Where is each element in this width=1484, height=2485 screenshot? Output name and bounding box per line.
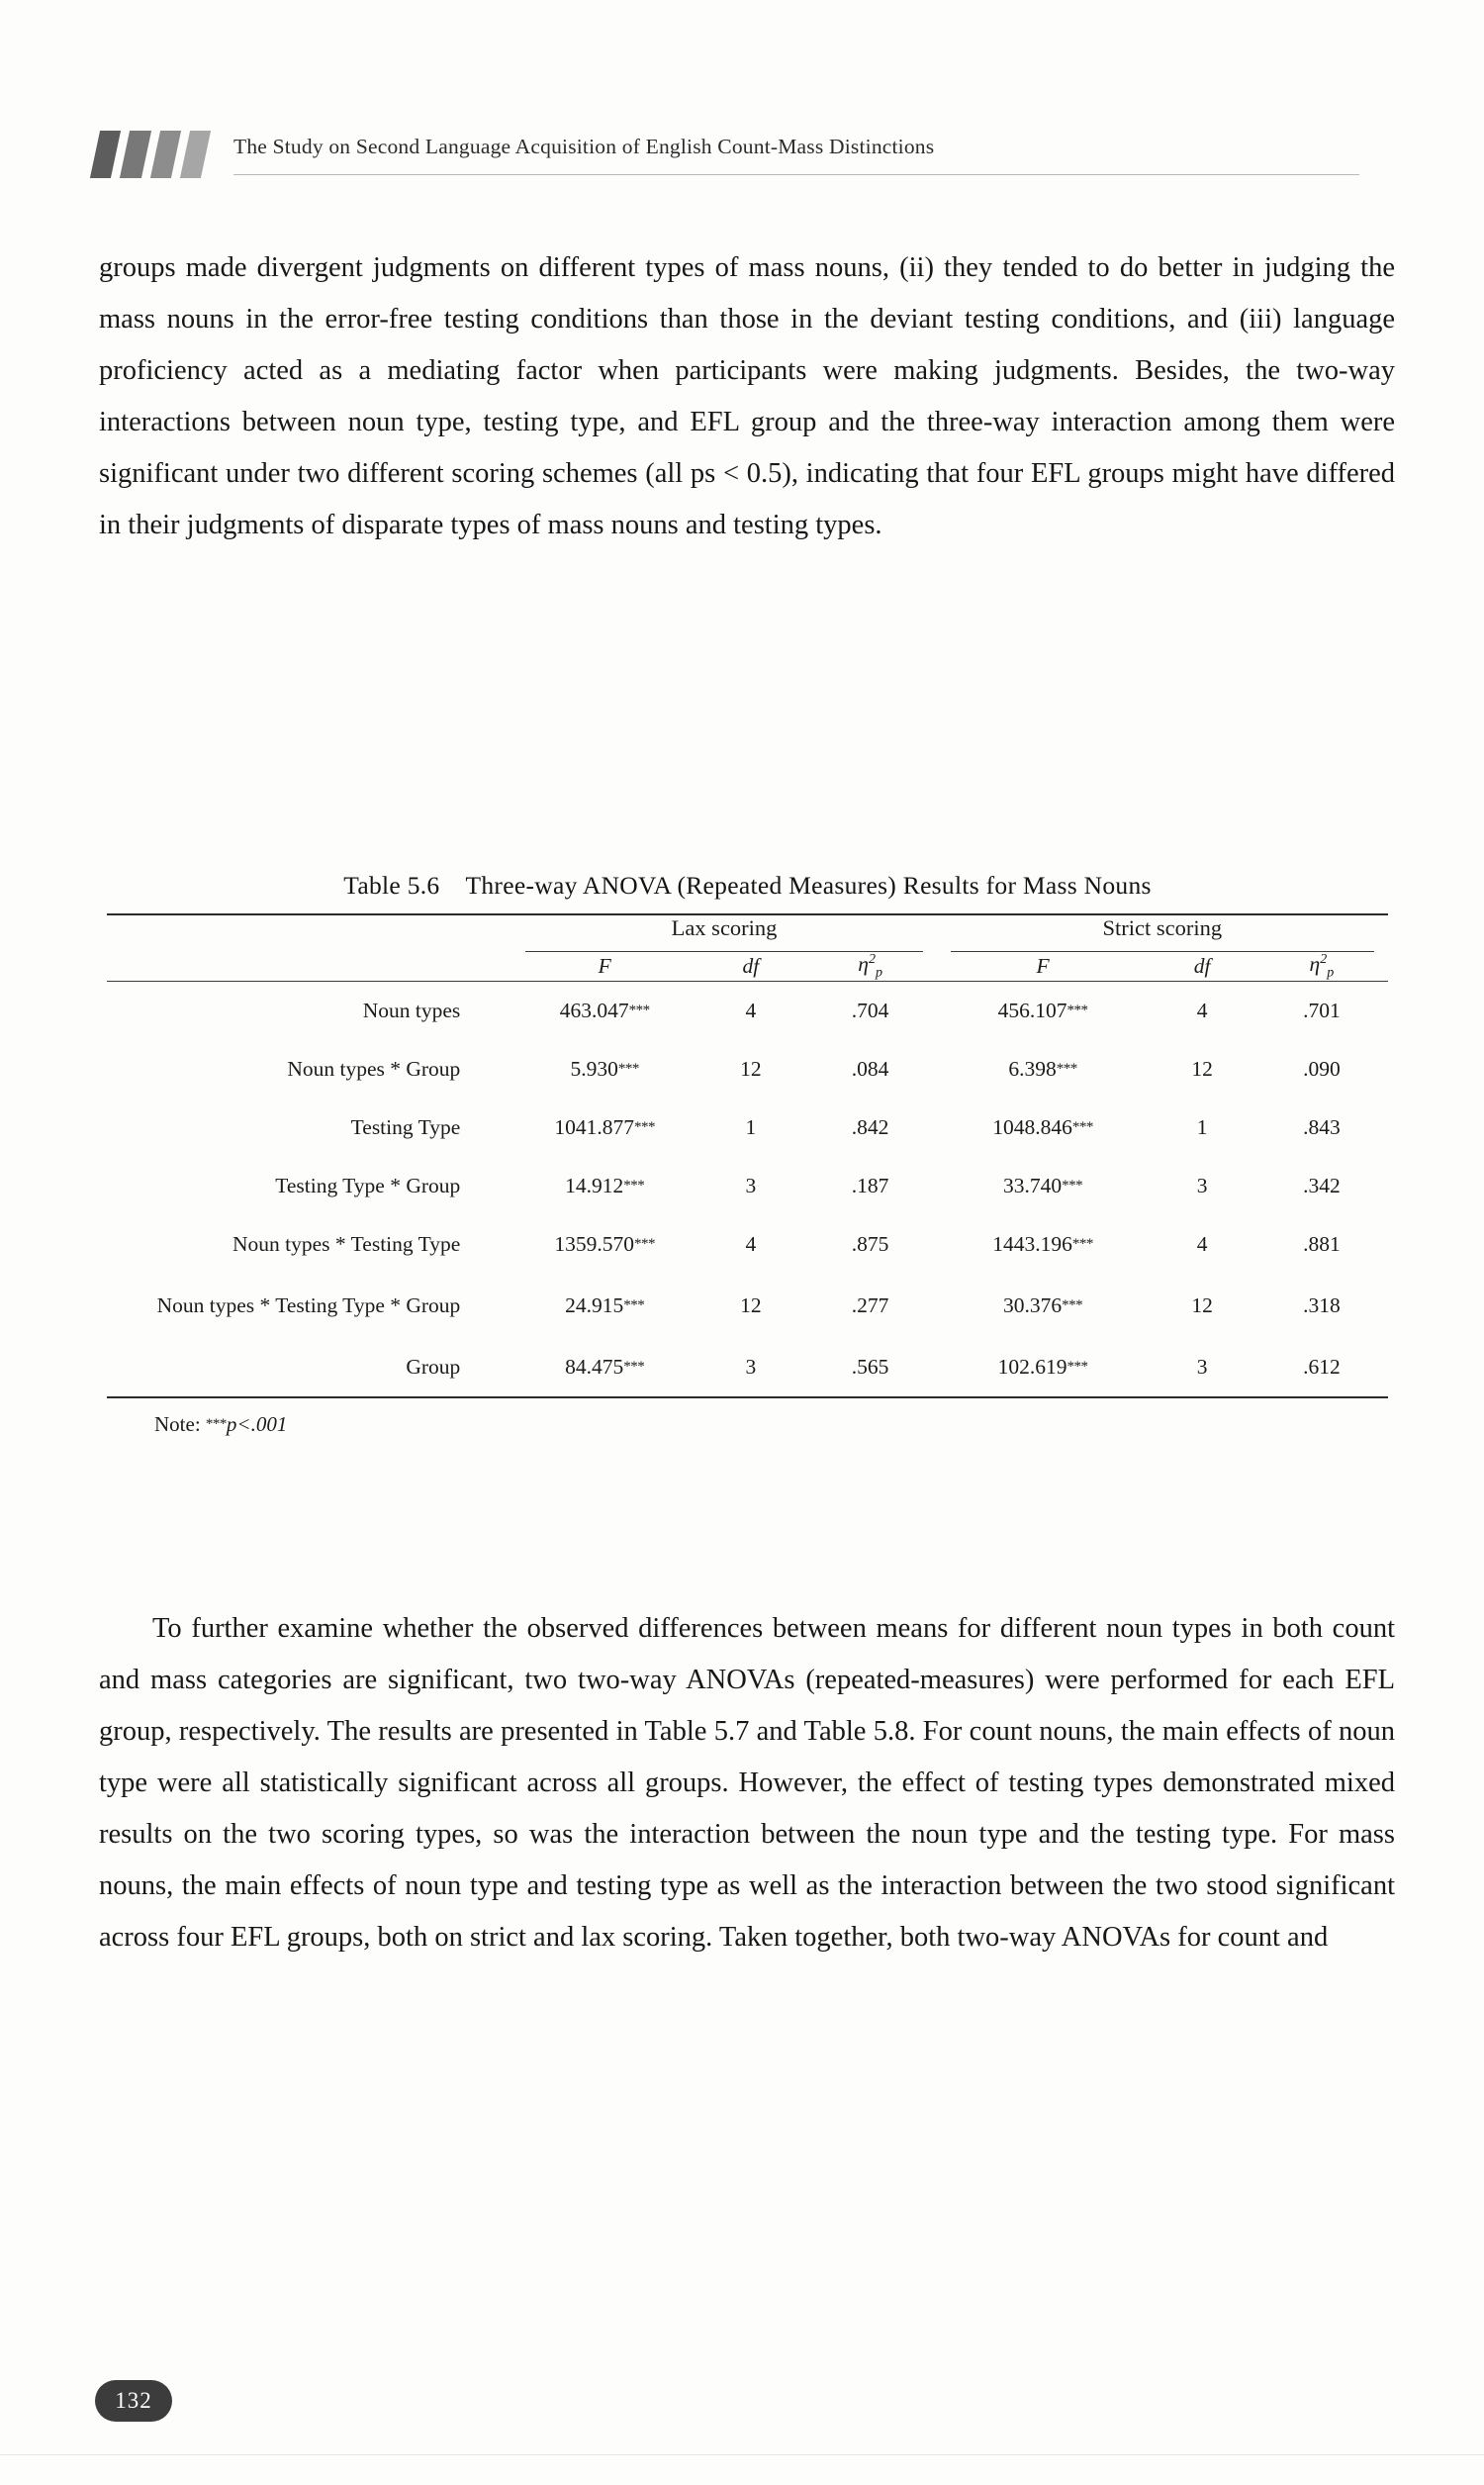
row-strict-eta: .318 [1303,1293,1341,1318]
row-strict-df: 3 [1149,1338,1254,1397]
row-strict-df: 3 [1196,1174,1208,1198]
row-lax-df: 12 [740,1293,762,1318]
table-block [107,871,1388,1437]
table-note [154,1412,1388,1437]
paragraph-bottom: To further examine whether the observed differences between means for different noun types in both count and mass categories are significant, two two-way ANOVAs (repeated-measures) were performed for each EFL group, respectively. The results are presented in Table 5.7 and Table 5.8. For count nouns, the main effects of noun type were all statistically significant across all groups. However, the effect of testing types demonstrated mixed results on the two scoring types, so was the interaction between the noun type and the testing type. For mass nouns, the main effects of noun type and testing type as well as the interaction between the two stood significant across four EFL groups, both on strict and lax scoring. Taken together, both two-way ANOVAs for count and [99,1613,1395,1953]
table-subheader-row [107,952,1388,982]
running-head-title: The Study on Second Language Acquisition of English Count-Mass Distinctions [233,135,935,158]
row-label: Noun types * Group [287,1057,461,1082]
row-strict-df: 12 [1191,1057,1213,1082]
table-row [107,1157,1388,1215]
table-group-header-row [107,914,1388,952]
table-row [107,1040,1388,1099]
row-strict-df: 1 [1196,1115,1208,1140]
row-strict-eta: .090 [1303,1057,1341,1082]
row-lax-f: 1359.570*** [554,1232,656,1257]
table-row [107,1338,1388,1397]
group-header-strict-label: Strict scoring [951,915,1374,952]
subheader-strict-f: F [937,952,1150,982]
row-lax-df: 1 [745,1115,757,1140]
row-lax-eta: .842 [851,1115,889,1140]
row-lax-eta: .277 [851,1293,889,1318]
row-lax-f: 14.912*** [565,1174,645,1198]
group-header-strict [937,914,1388,952]
row-strict-f: 6.398*** [1008,1057,1077,1082]
empty-corner-cell [107,914,511,952]
row-label: Noun types [362,999,461,1023]
table-caption [107,871,1388,901]
subheader-strict-df: df [1149,952,1254,982]
row-strict-f: 456.107*** [997,999,1088,1023]
row-strict-eta: .701 [1303,999,1341,1023]
row-lax-df: 12 [740,1057,762,1082]
subheader-lax-f: F [511,952,697,982]
subheader-strict-eta: $\eta^2_p$ [1255,952,1388,982]
row-lax-eta: .875 [851,1232,889,1257]
table-note-text: p<.001 [226,1412,288,1437]
row-label: Noun types * Testing Type [232,1232,461,1257]
subheader-lax-eta: $\eta^2_p$ [804,952,937,982]
row-strict-eta: .612 [1255,1338,1388,1397]
table-row [107,1274,1388,1338]
table-note-sig: *** [205,1416,227,1433]
row-label: Testing Type [350,1115,461,1140]
row-strict-eta: .342 [1303,1174,1341,1198]
row-strict-f: 1048.846*** [992,1115,1093,1140]
table-row [107,982,1388,1041]
subheader-lax-df: df [697,952,803,982]
page-number-badge: 132 [95,2380,172,2422]
row-strict-eta: .881 [1303,1232,1341,1257]
row-strict-df: 12 [1191,1293,1213,1318]
decorative-bars-icon [90,131,211,178]
page-header [95,127,1389,188]
table-head [107,914,1388,982]
row-strict-f: 1443.196*** [992,1232,1093,1257]
table-row [107,1215,1388,1274]
row-lax-df: 3 [745,1174,757,1198]
row-label: Testing Type * Group [275,1174,461,1198]
row-lax-f: 24.915*** [565,1293,645,1318]
group-header-lax [511,914,936,952]
row-strict-df: 4 [1196,999,1208,1023]
row-strict-df: 4 [1196,1232,1208,1257]
row-lax-f: 84.475*** [511,1338,697,1397]
table-note-prefix: Note: [154,1412,206,1437]
table-body [107,982,1388,1398]
paragraph-top: groups made divergent judgments on different types of mass nouns, (ii) they tended to do better in judging the mass nouns in the error-free testing conditions than those in the deviant testing conditions, and (iii) language proficiency acted as a mediating factor when participants were making judgments. Besides, the two-way interactions between noun type, testing type, and EFL group and the three-way interaction among them were significant under two different scoring schemes (all ps < 0.5), indicating that four EFL groups might have differed in their judgments of disparate types of mass nouns and testing types. [99,252,1395,540]
row-lax-df: 4 [745,999,757,1023]
group-header-lax-label: Lax scoring [525,915,922,952]
header-divider [233,174,1359,175]
row-lax-f: 463.047*** [559,999,650,1023]
row-lax-df: 4 [745,1232,757,1257]
row-strict-f: 33.740*** [1002,1174,1083,1198]
row-lax-eta: .187 [851,1174,889,1198]
row-label: Noun types * Testing Type * Group [156,1293,461,1318]
row-strict-f: 102.619*** [937,1338,1150,1397]
row-strict-eta: .843 [1303,1115,1341,1140]
row-lax-f: 1041.877*** [554,1115,656,1140]
subheader-empty [107,952,511,982]
table-caption-text: Three-way ANOVA (Repeated Measures) Results for Mass Nouns [465,871,1152,900]
row-label: Group [107,1338,511,1397]
table-row [107,1099,1388,1157]
anova-table [107,913,1388,1398]
row-lax-f: 5.930*** [570,1057,639,1082]
row-strict-f: 30.376*** [1002,1293,1083,1318]
row-lax-eta: .704 [851,999,889,1023]
row-lax-eta: .565 [804,1338,937,1397]
table-caption-number: Table 5.6 [343,871,440,900]
row-lax-df: 3 [697,1338,803,1397]
row-lax-eta: .084 [851,1057,889,1082]
footer-divider [0,2454,1484,2455]
